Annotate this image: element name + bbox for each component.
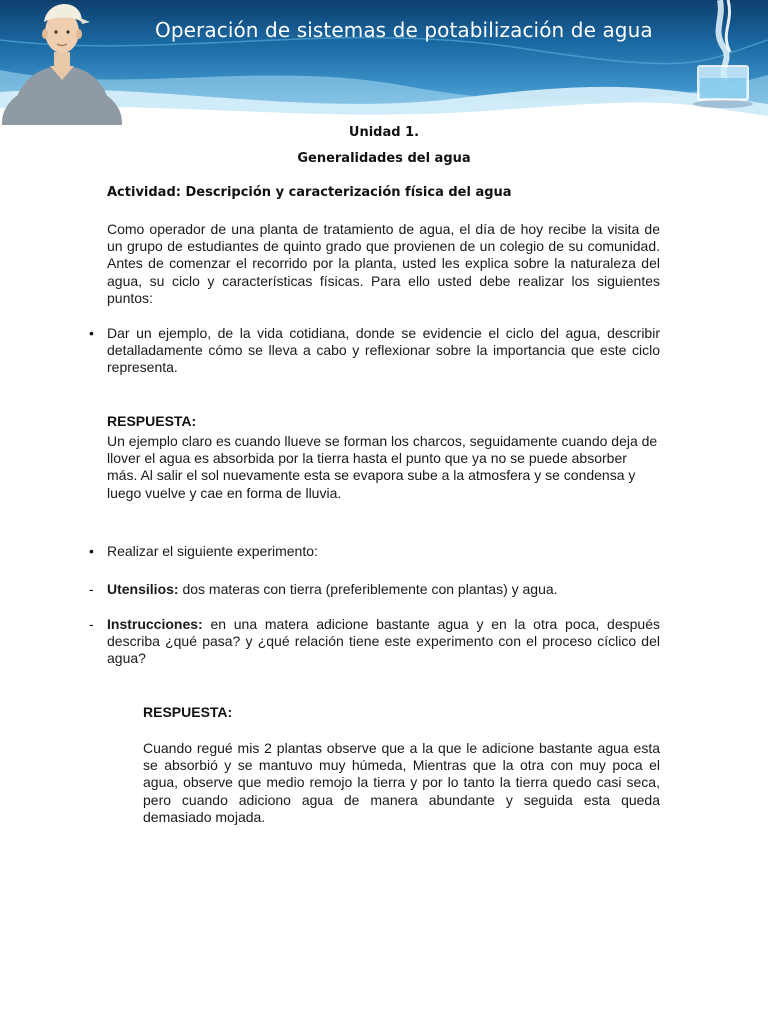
banner-title: Operación de sistemas de potabilización de agua xyxy=(155,18,653,42)
intro-paragraph: Como operador de una planta de tratamiento de agua, el día de hoy recibe la visita de un grupo de estudiantes de quinto grado que provienen de un colegio de su comunidad. Antes de comenzar el recorrido por la planta, usted les explica sobre la naturaleza del agua, su ciclo y características físicas. Para ello usted debe realizar los siguientes puntos: xyxy=(107,221,660,306)
response-paragraph: Un ejemplo claro es cuando llueve se forman los charcos, seguidamente cuando deja de llover el agua es absorbida por la tierra hasta el punto que ya no se puede absorber más. Al salir el sol nuevamente esta se evapora sube a la atmosfera y se condensa y luego vuelve y cae en forma de lluvia. xyxy=(107,433,658,501)
response-label: RESPUESTA: xyxy=(107,413,197,429)
dash-marker: - xyxy=(89,581,94,597)
unit-subtitle: Generalidades del agua xyxy=(297,151,471,166)
instructions-label: Instrucciones: xyxy=(107,616,203,632)
response-label: RESPUESTA: xyxy=(143,704,233,720)
student-avatar-icon xyxy=(0,0,125,125)
instructions-item xyxy=(107,616,660,668)
response-paragraph: Cuando regué mis 2 plantas observe que a la que le adicione bastante agua esta se absorbió y se mantuvo muy húmeda, Mientras que la otra con muy poca el agua, observe que medio remojo la tierra y por lo tanto la tierra quedo casi seca, pero cuando adiciono agua de manera abundante y seguida esta queda demasiado mojada. xyxy=(143,740,660,825)
dash-marker: - xyxy=(89,616,94,632)
utensils-text: dos materas con tierra (preferiblemente con plantas) y agua. xyxy=(178,581,558,597)
bullet-marker: • xyxy=(89,543,94,559)
activity-title: Actividad: Descripción y caracterización física del agua xyxy=(107,185,512,200)
utensils-item xyxy=(107,581,660,598)
bullet-item-cycle: Dar un ejemplo, de la vida cotidiana, donde se evidencie el ciclo del agua, describir detalladamente cómo se lleva a cabo y reflexionar sobre la importancia que este ciclo representa. xyxy=(107,325,660,376)
utensils-label: Utensilios: xyxy=(107,581,179,597)
unit-heading: Unidad 1. xyxy=(348,125,420,140)
bullet-marker: • xyxy=(89,325,94,341)
bullet-item-experiment: Realizar el siguiente experimento: xyxy=(107,543,318,559)
instructions-text: en una matera adicione bastante agua y en la otra poca, después describa ¿qué pasa? y ¿qué relación tiene este experimento con el proceso cíclico del agua? xyxy=(107,616,660,667)
header-banner xyxy=(0,0,768,125)
water-glass-icon xyxy=(690,0,760,110)
